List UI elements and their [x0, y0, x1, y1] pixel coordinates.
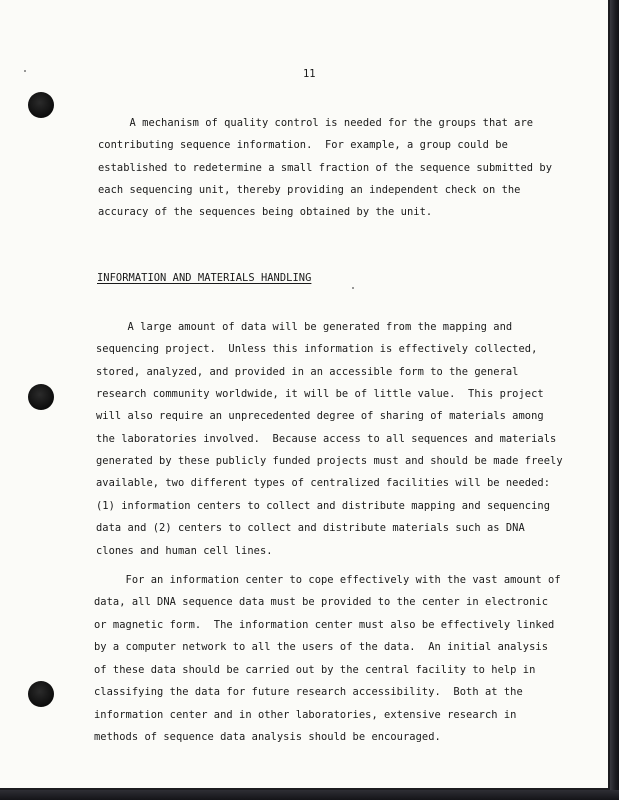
paragraph-line: data and (2) centers to collect and distribute materials such as DNA	[96, 522, 525, 534]
paragraph-line: generated by these publicly funded projects must and should be made freely	[96, 455, 563, 467]
paragraph-line: stored, analyzed, and provided in an accessible form to the general	[96, 366, 519, 378]
paragraph-line: research community worldwide, it will be of little value. This project	[96, 388, 544, 400]
page-number: 11	[303, 68, 316, 80]
paragraph-line: clones and human cell lines.	[96, 545, 273, 557]
paragraph-line: contributing sequence information. For example, a group could be	[98, 139, 508, 151]
paragraph-line: established to redetermine a small fraction of the sequence submitted by	[98, 162, 553, 174]
paragraph-line: by a computer network to all the users of the data. An initial analysis	[94, 641, 549, 653]
paragraph-line: will also require an unprecedented degree of sharing of materials among	[96, 410, 544, 422]
paragraph-line: A mechanism of quality control is needed for the groups that are	[98, 117, 534, 129]
punch-hole	[28, 92, 54, 118]
punch-hole	[28, 384, 54, 410]
paragraph-line: of these data should be carried out by the central facility to help in	[94, 664, 536, 676]
scan-border-right	[610, 0, 619, 800]
paragraph-line: information center and in other laboratories, extensive research in	[94, 709, 517, 721]
paragraph-line: available, two different types of centralized facilities will be needed:	[96, 477, 551, 489]
section-heading: INFORMATION AND MATERIALS HANDLING	[97, 272, 312, 284]
paragraph-line: sequencing project. Unless this information is effectively collected,	[96, 343, 538, 355]
paragraph-line: data, all DNA sequence data must be provided to the center in electronic	[94, 596, 549, 608]
paragraph-line: (1) information centers to collect and distribute mapping and sequencing	[96, 500, 551, 512]
paragraph-line: methods of sequence data analysis should be encouraged.	[94, 731, 441, 743]
scan-border-bottom	[0, 790, 619, 800]
paragraph-line: For an information center to cope effectively with the vast amount of	[94, 574, 561, 586]
paragraph-line: each sequencing unit, thereby providing an independent check on the	[98, 184, 521, 196]
paragraph-line: classifying the data for future research accessibility. Both at the	[94, 686, 523, 698]
scan-speck	[24, 70, 26, 72]
paragraph-line: accuracy of the sequences being obtained by the unit.	[98, 206, 433, 218]
punch-hole	[28, 681, 54, 707]
paragraph-line: or magnetic form. The information center must also be effectively linked	[94, 619, 555, 631]
paragraph-line: the laboratories involved. Because access to all sequences and materials	[96, 433, 557, 445]
paragraph-line: A large amount of data will be generated from the mapping and	[96, 321, 513, 333]
scan-speck	[352, 287, 354, 289]
